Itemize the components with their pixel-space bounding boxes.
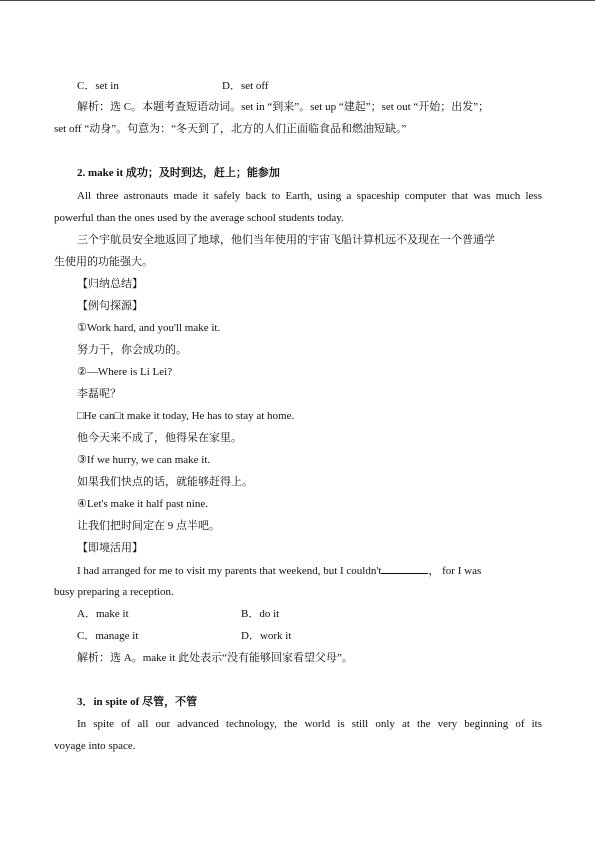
page-top-rule [0, 0, 595, 1]
answer-blank [381, 563, 428, 574]
example1-zh: 努力干，你会成功的。 [77, 344, 187, 356]
example2b-en: □He can□t make it today, He has to stay at home. [77, 410, 295, 422]
option-d: D．work it [241, 630, 292, 642]
option-c: C．manage it [77, 630, 139, 642]
section3-heading: 3．in spite of 尽管，不管 [77, 696, 198, 708]
label-summary: 【归纳总结】 [77, 278, 143, 290]
practice-options-row2 [77, 629, 542, 643]
practice-question-line1 [77, 563, 542, 578]
prev-option-c: C．set in [77, 80, 119, 92]
section2-example-zh-line2: 生使用的功能强大。 [54, 256, 153, 268]
section2-example-zh-line1: 三个宇航员安全地返回了地球，他们当年使用的宇宙飞船计算机远不及现在一个普通学 [77, 234, 495, 246]
example2-en: ②—Where is Li Lei? [77, 366, 173, 378]
practice-options-row1 [77, 607, 542, 621]
practice-question-tail: ， for I was [428, 565, 482, 577]
prev-analysis-line1: 解析：选 C。本题考查短语动词。set in “到来”。set up “建起”；set out “开始；出发”； [77, 101, 490, 113]
section3-example-line2: voyage into space. [54, 740, 136, 752]
section2-example-en-line1: All three astronauts made it safely back to Earth, using a spaceship computer that was much less [77, 190, 542, 202]
example4-zh: 让我们把时间定在 9 点半吧。 [77, 520, 220, 532]
example2-zh: 李磊呢？ [77, 388, 121, 400]
option-b: B．do it [241, 608, 280, 620]
label-practice: 【即境活用】 [77, 542, 143, 554]
example1-en: ①Work hard, and you'll make it. [77, 322, 221, 334]
prev-options-row [77, 79, 542, 93]
prev-option-d: D．set off [222, 80, 269, 92]
example2b-zh: 他今天来不成了，他得呆在家里。 [77, 432, 242, 444]
label-examples: 【例句探源】 [77, 300, 143, 312]
example3-zh: 如果我们快点的话，就能够赶得上。 [77, 476, 253, 488]
practice-question-line2: busy preparing a reception. [54, 586, 174, 598]
example4-en: ④Let's make it half past nine. [77, 498, 208, 510]
practice-analysis: 解析：选 A。make it 此处表示“没有能够回家看望父母”。 [77, 652, 353, 664]
section3-example-line1: In spite of all our advanced technology, the world is still only at the very beginning of its [77, 718, 542, 730]
option-a: A．make it [77, 608, 129, 620]
practice-question-text: I had arranged for me to visit my parents that weekend, but I couldn't [77, 565, 382, 577]
prev-analysis-line2: set off “动身”。句意为：“冬天到了，北方的人们正面临食品和燃油短缺。” [54, 123, 407, 135]
section2-heading: 2. make it 成功；及时到达，赶上；能参加 [77, 167, 280, 179]
example3-en: ③If we hurry, we can make it. [77, 454, 211, 466]
section2-example-en-line2: powerful than the ones used by the average school students today. [54, 212, 344, 224]
